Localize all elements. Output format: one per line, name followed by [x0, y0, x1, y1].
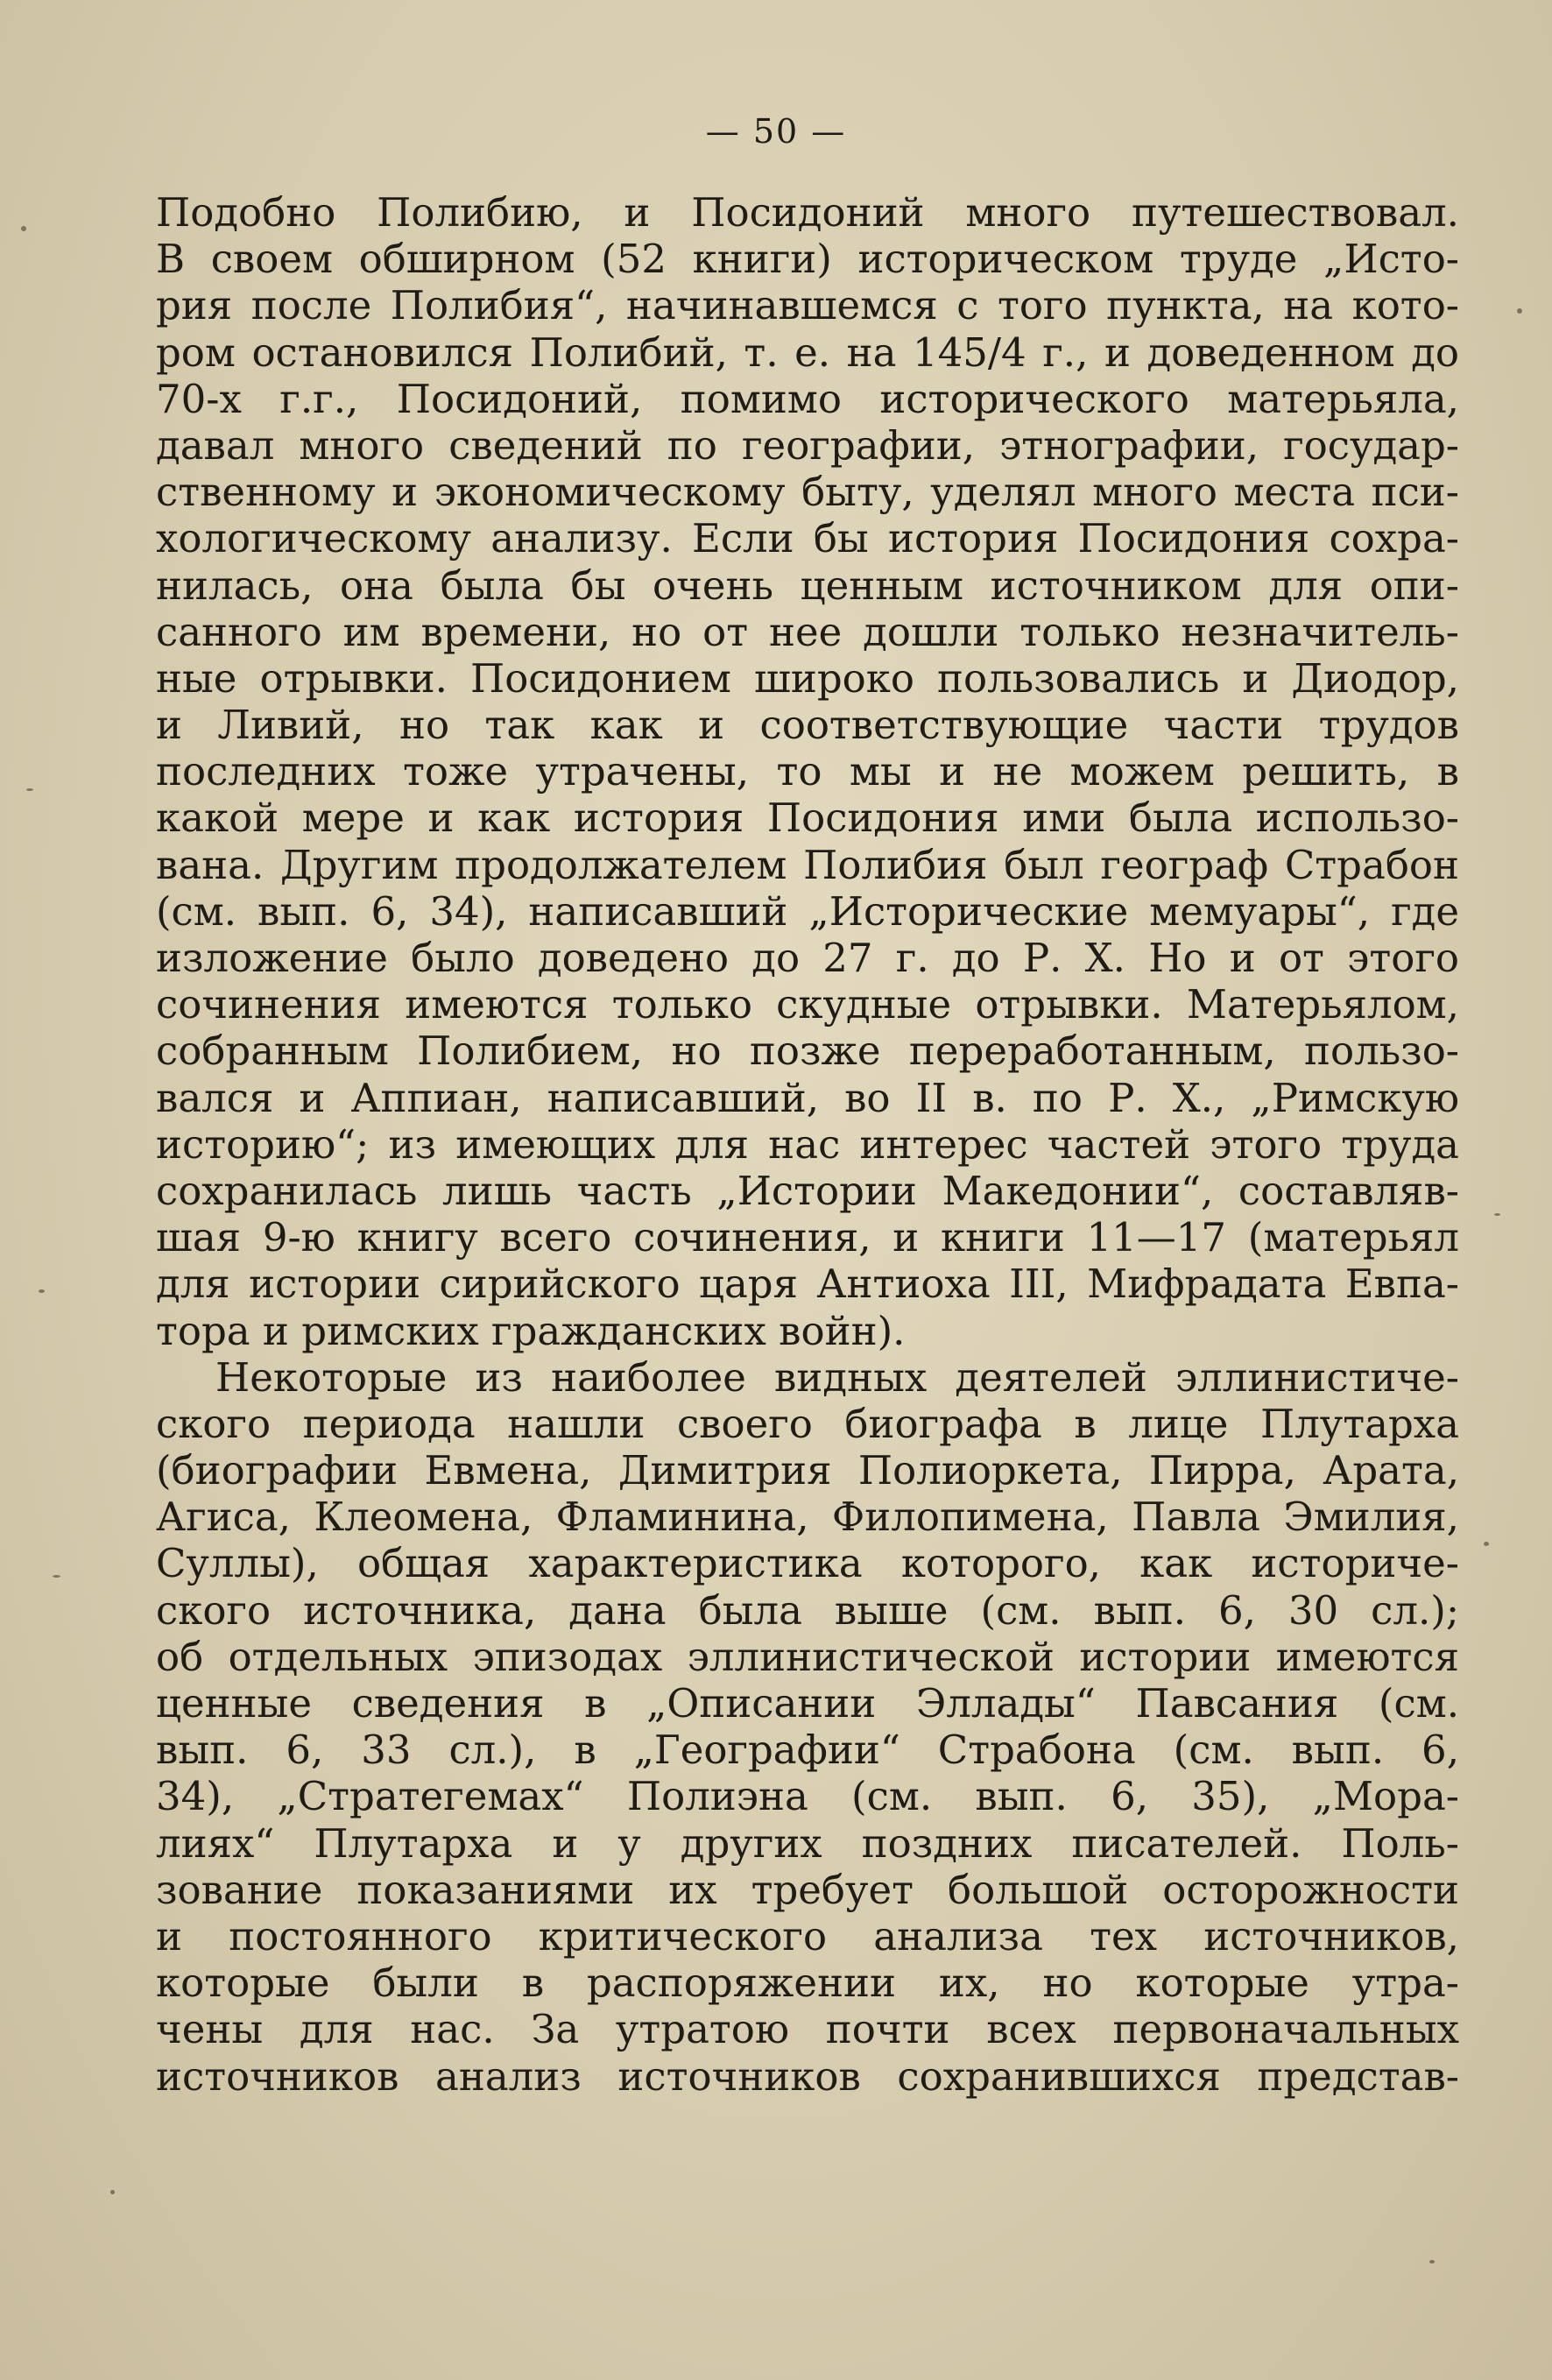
text-line: источников анализ источников сохранившихся представ- — [156, 2052, 1459, 2100]
text-line: нилась, она была бы очень ценным источником для опи- — [156, 561, 1459, 609]
margin-speck — [1484, 1542, 1489, 1546]
text-line: сохранилась лишь часть „Истории Македонии“, составляв- — [156, 1167, 1459, 1214]
page-number: — 50 — — [705, 112, 847, 151]
text-line: историю“; из имеющих для нас интерес частей этого труда — [156, 1120, 1459, 1168]
text-line: зование показаниями их требует большой осторожности — [156, 1866, 1459, 1913]
text-line: (биографии Евмена, Димитрия Полиоркета, Пирра, Арата, — [156, 1447, 1459, 1494]
text-line: хологическому анализу. Если бы история Посидония сохра- — [156, 515, 1459, 562]
text-line: и постоянного критического анализа тех источников, — [156, 1912, 1459, 1960]
text-line: об отдельных эпизодах эллинистической истории имеются — [156, 1633, 1459, 1680]
text-line: лиях“ Плутарха и у других поздних писателей. Поль- — [156, 1819, 1459, 1867]
text-line: рия после Полибия“, начинавшемся с того пункта, на кото- — [156, 282, 1459, 329]
margin-speck — [21, 226, 26, 231]
text-line: Агиса, Клеомена, Фламинина, Филопимена, Павла Эмилия, — [156, 1494, 1459, 1541]
text-line: вался и Аппиан, написавший, во II в. по Р. Х., „Римскую — [156, 1074, 1459, 1121]
margin-speck — [53, 1575, 60, 1578]
text-line: 34), „Стратегемах“ Полиэна (см. вып. 6, 35), „Мора- — [156, 1773, 1459, 1820]
paragraph-1 — [156, 189, 1459, 1354]
text-line: ром остановился Полибий, т. е. на 145/4 г., и доведенном до — [156, 328, 1459, 376]
margin-speck — [39, 1289, 45, 1293]
text-line: изложение было доведено до 27 г. до Р. Х. Но и от этого — [156, 935, 1459, 981]
text-line: тора и римских гражданских войн). — [156, 1307, 906, 1354]
body-text — [156, 189, 1459, 2100]
text-line: которые были в распоряжении их, но которые утра- — [156, 1960, 1459, 2007]
text-line: ценные сведения в „Описании Эллады“ Павсания (см. — [156, 1680, 1459, 1727]
text-line: давал много сведений по географии, этнографии, государ- — [156, 421, 1459, 469]
margin-speck — [26, 788, 33, 791]
text-line: ского источника, дана была выше (см. вып. 6, 30 сл.); — [156, 1586, 1459, 1634]
text-line: ные отрывки. Посидонием широко пользовались и Диодор, — [156, 654, 1459, 702]
text-line: вана. Другим продолжателем Полибия был географ Страбон — [156, 841, 1459, 888]
text-line: для истории сирийского царя Антиоха III, Мифрадата Евпа- — [156, 1261, 1459, 1308]
text-line: Подобно Полибию, и Посидоний много путешествовал. — [156, 189, 1459, 236]
text-line: какой мере и как история Посидония ими была использо- — [156, 795, 1459, 842]
text-line: собранным Полибием, но позже переработанным, пользо- — [156, 1028, 1459, 1075]
text-line: Некоторые из наиболее видных деятелей эллинистиче- — [215, 1353, 1459, 1401]
text-line: Суллы), общая характеристика которого, как историче- — [156, 1540, 1459, 1587]
text-line: шая 9-ю книгу всего сочинения, и книги 11—17 (матерьял — [156, 1214, 1459, 1261]
text-line: сочинения имеются только скудные отрывки. Матерьялом, — [156, 981, 1459, 1028]
text-line: ского периода нашли своего биографа в лице Плутарха — [156, 1400, 1459, 1447]
text-line: чены для нас. За утратою почти всех первоначальных — [156, 2006, 1459, 2053]
text-line: санного им времени, но от нее дошли только незначитель- — [156, 608, 1459, 655]
text-line: В своем обширном (52 книги) историческом труде „Исто- — [156, 236, 1459, 283]
margin-speck — [110, 2190, 115, 2194]
text-line: вып. 6, 33 сл.), в „Географии“ Страбона (см. вып. 6, — [156, 1727, 1459, 1774]
text-line: (см. вып. 6, 34), написавший „Исторические мемуары“, где — [156, 887, 1459, 935]
margin-speck — [1429, 2260, 1435, 2263]
text-line: ственному и экономическому быту, уделял много места пси- — [156, 469, 1459, 516]
text-line: последних тоже утрачены, то мы и не можем решить, в — [156, 748, 1459, 795]
paragraph-2 — [156, 1354, 1459, 2100]
text-line: 70-х г.г., Посидоний, помимо исторического матерьяла, — [156, 375, 1459, 422]
margin-speck — [1517, 308, 1522, 314]
margin-speck — [1494, 1213, 1500, 1216]
text-line: и Ливий, но так как и соответствующие части трудов — [156, 702, 1459, 749]
